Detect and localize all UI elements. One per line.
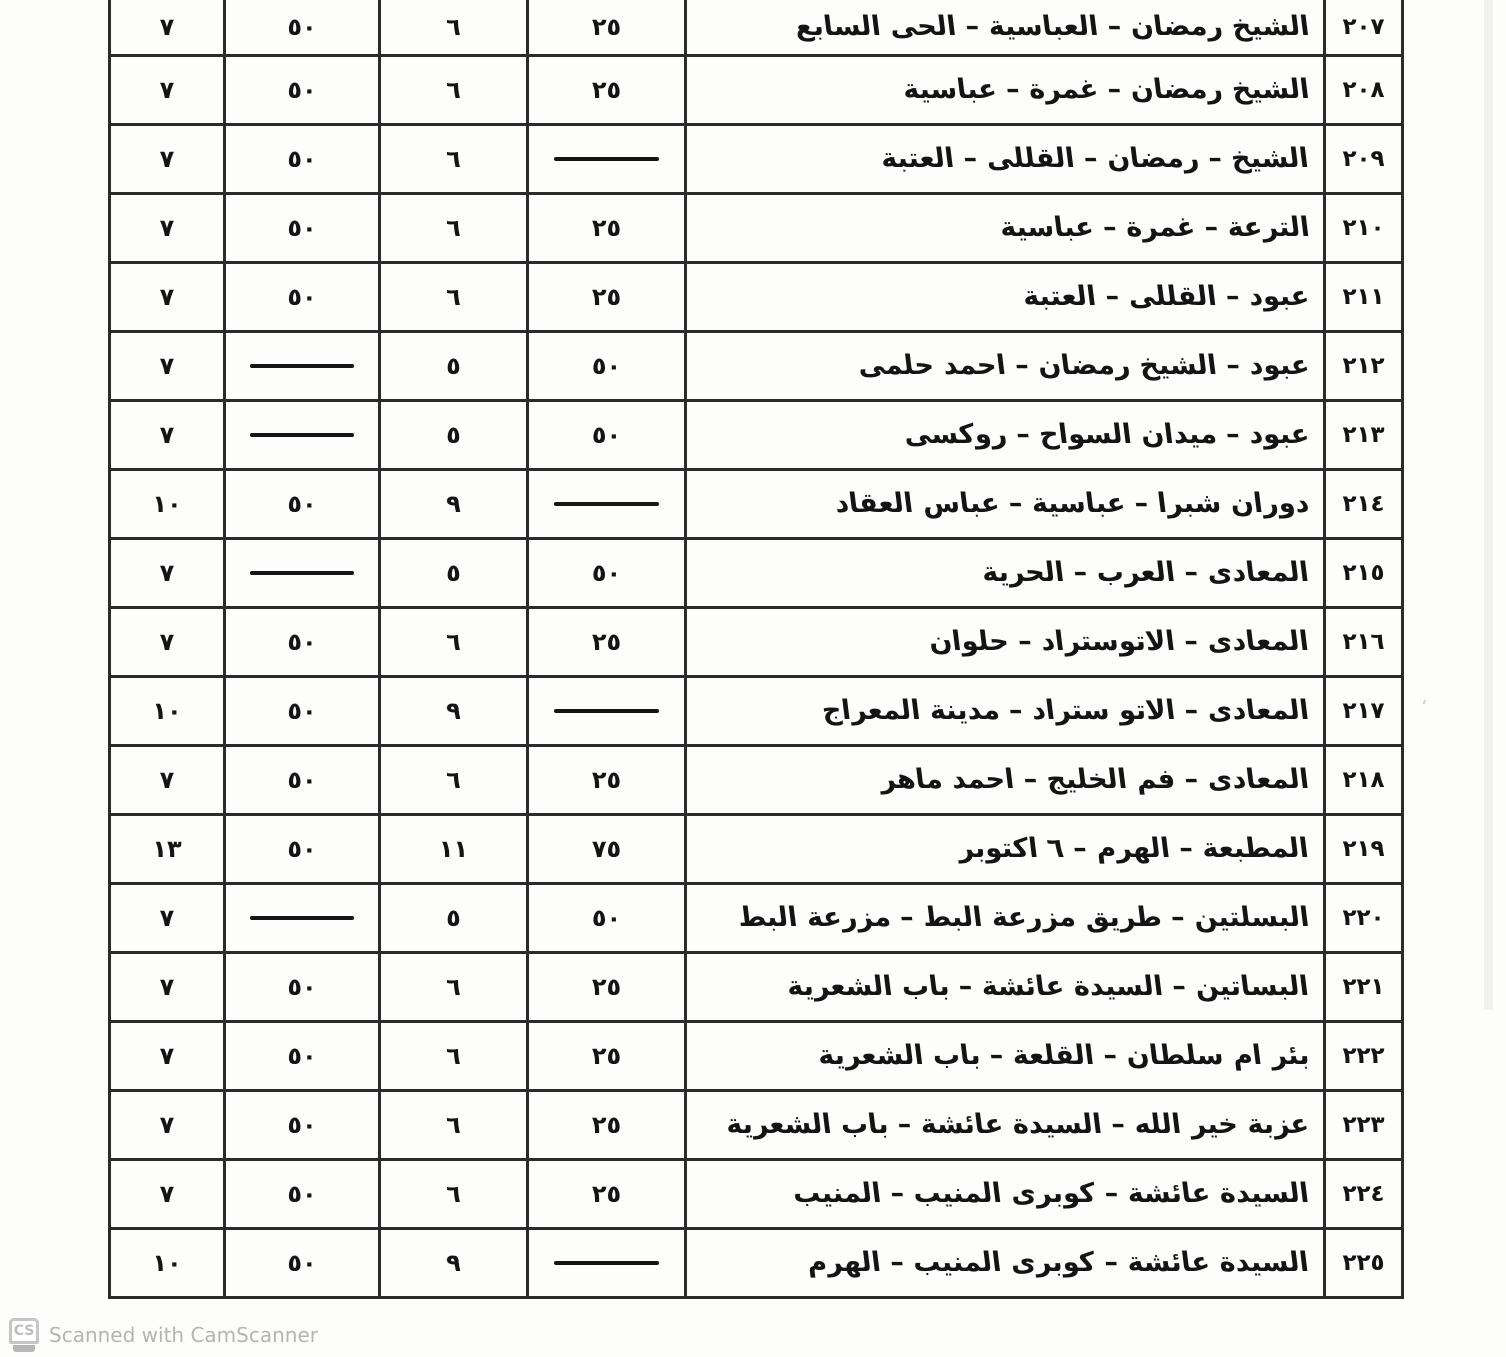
route-name: البسلتين – طريق مزرعة البط – مزرعة البط <box>735 902 1311 934</box>
table-row <box>111 57 1401 126</box>
fare-cell <box>226 540 381 606</box>
fare-cell: ٥ <box>381 402 529 468</box>
fare-cell: ٢٥ <box>529 1092 687 1158</box>
row-number: ٢٢٣ <box>1342 1112 1385 1138</box>
fare-cell: ٢٥ <box>529 264 687 330</box>
route-name: الترعة – غمرة – عباسية <box>997 212 1311 244</box>
fare-cell: ٥٠ <box>226 1092 381 1158</box>
table-row <box>111 678 1401 747</box>
table-row <box>111 816 1401 885</box>
table-row <box>111 195 1401 264</box>
row-number: ٢٢١ <box>1342 974 1385 1000</box>
table-row <box>111 609 1401 678</box>
route-name: دوران شبرا – عباسية – عباس العقاد <box>833 488 1311 520</box>
fare-cell: ٢٥ <box>529 1161 687 1227</box>
table-row <box>111 954 1401 1023</box>
table-row <box>111 747 1401 816</box>
fare-cell: ٦ <box>381 195 529 261</box>
route-cell <box>687 540 1326 606</box>
fare-cell: ٥٠ <box>226 747 381 813</box>
fare-cell <box>226 402 381 468</box>
row-number: ٢١٥ <box>1342 560 1385 586</box>
route-name: الشيخ رمضان – غمرة – عباسية <box>900 74 1311 106</box>
fare-cell: ٥٠ <box>226 1023 381 1089</box>
fare-cell: ٧ <box>111 333 226 399</box>
fare-cell: ٥٠ <box>529 333 687 399</box>
table-row <box>111 264 1401 333</box>
fare-cell: ٥ <box>381 885 529 951</box>
route-cell <box>687 195 1326 261</box>
fare-cell: ٥٠ <box>226 609 381 675</box>
table-row <box>111 540 1401 609</box>
route-name: السيدة عائشة – كوبرى المنيب – المنيب <box>791 1178 1311 1210</box>
table-row <box>111 885 1401 954</box>
fare-cell: ٢٥ <box>529 57 687 123</box>
table-row <box>111 126 1401 195</box>
fare-cell: ٥٠ <box>529 540 687 606</box>
dash-line <box>250 364 353 368</box>
fare-cell: ٥٠ <box>226 1161 381 1227</box>
route-name: عبود – الشيخ رمضان – احمد حلمى <box>855 350 1311 382</box>
row-number: ٢١٤ <box>1342 491 1385 517</box>
fare-cell: ٧ <box>111 885 226 951</box>
fare-cell: ٥٠ <box>226 816 381 882</box>
route-cell <box>687 264 1326 330</box>
route-cell <box>687 126 1326 192</box>
route-name: الشيخ رمضان – العباسية – الحى السابع <box>792 11 1311 43</box>
fare-cell: ٥٠ <box>226 195 381 261</box>
fare-cell <box>529 471 687 537</box>
route-cell <box>687 954 1326 1020</box>
fare-cell <box>529 1230 687 1296</box>
fare-cell: ٧ <box>111 540 226 606</box>
dash-line <box>250 916 353 920</box>
row-number: ٢٢٥ <box>1342 1250 1385 1276</box>
fare-cell: ٥٠ <box>529 402 687 468</box>
fare-cell: ٦ <box>381 264 529 330</box>
row-number: ٢٢٤ <box>1342 1181 1385 1207</box>
fare-cell: ٥٠ <box>226 57 381 123</box>
fare-cell: ٦ <box>381 1161 529 1227</box>
row-number: ٢١٨ <box>1342 767 1385 793</box>
route-name: عزبة خير الله – السيدة عائشة – باب الشعرية <box>724 1109 1311 1141</box>
fare-cell: ٥ <box>381 540 529 606</box>
fare-cell <box>226 885 381 951</box>
route-cell <box>687 402 1326 468</box>
fare-cell: ١٠ <box>111 678 226 744</box>
fare-cell: ٧ <box>111 126 226 192</box>
row-number: ٢٠٨ <box>1342 77 1385 103</box>
route-cell <box>687 1161 1326 1227</box>
table-row <box>111 1230 1401 1299</box>
fare-cell: ٧ <box>111 195 226 261</box>
camscanner-watermark <box>9 1318 318 1352</box>
fare-cell: ٦ <box>381 0 529 54</box>
route-name: البساتين – السيدة عائشة – باب الشعرية <box>785 971 1311 1003</box>
fare-cell: ٥٠ <box>226 678 381 744</box>
fare-cell: ٩ <box>381 1230 529 1296</box>
table-row <box>111 1161 1401 1230</box>
fare-cell: ٢٥ <box>529 1023 687 1089</box>
table-row <box>111 0 1401 57</box>
fare-cell: ٦ <box>381 1092 529 1158</box>
fare-cell: ٥٠ <box>226 126 381 192</box>
fare-cell: ٦ <box>381 747 529 813</box>
dash-line <box>554 157 659 161</box>
table-row <box>111 1023 1401 1092</box>
route-name: عبود – ميدان السواح – روكسى <box>901 419 1311 451</box>
route-name: بئر ام سلطان – القلعة – باب الشعرية <box>815 1040 1311 1072</box>
fare-cell: ٢٥ <box>529 195 687 261</box>
route-name: عبود – القللى – العتبة <box>1020 281 1311 313</box>
fare-cell: ٦ <box>381 126 529 192</box>
route-table-body <box>111 0 1401 1299</box>
watermark-text: Scanned with CamScanner <box>49 1323 318 1347</box>
fare-cell: ٢٥ <box>529 747 687 813</box>
fare-cell: ٥٠ <box>226 471 381 537</box>
fare-cell: ٧ <box>111 1161 226 1227</box>
row-number: ٢١١ <box>1342 284 1385 310</box>
route-cell <box>687 816 1326 882</box>
route-cell <box>687 333 1326 399</box>
table-row <box>111 1092 1401 1161</box>
row-number: ٢١٦ <box>1342 629 1385 655</box>
route-name: المعادى – الاتو ستراد – مدينة المعراج <box>820 695 1311 727</box>
dash-line <box>554 709 659 713</box>
fare-cell: ٥ <box>381 333 529 399</box>
route-cell <box>687 1230 1326 1296</box>
row-number: ٢٢٢ <box>1342 1043 1385 1069</box>
fare-cell: ٩ <box>381 678 529 744</box>
scan-artifact-mark: ، <box>1419 687 1430 710</box>
dash-line <box>250 571 353 575</box>
table-row <box>111 333 1401 402</box>
fare-cell <box>226 333 381 399</box>
fare-cell: ٧ <box>111 0 226 54</box>
fare-cell: ٧ <box>111 954 226 1020</box>
route-name: الشيخ – رمضان – القللى – العتبة <box>879 143 1311 175</box>
fare-cell <box>529 126 687 192</box>
row-number: ٢٢٠ <box>1342 905 1385 931</box>
fare-cell: ٩ <box>381 471 529 537</box>
fare-cell: ٧ <box>111 402 226 468</box>
route-cell <box>687 885 1326 951</box>
fare-cell: ٧ <box>111 609 226 675</box>
fare-cell: ٧ <box>111 1023 226 1089</box>
fare-cell: ٦ <box>381 57 529 123</box>
fare-cell: ٦ <box>381 1023 529 1089</box>
fare-cell: ٧ <box>111 57 226 123</box>
route-cell <box>687 747 1326 813</box>
fare-cell: ٢٥ <box>529 609 687 675</box>
fare-cell: ٧ <box>111 747 226 813</box>
route-cell <box>687 1092 1326 1158</box>
route-cell <box>687 609 1326 675</box>
route-cell <box>687 57 1326 123</box>
cs-logo-letters: CS <box>9 1318 39 1344</box>
fare-cell: ٢٥ <box>529 0 687 54</box>
fare-cell: ١١ <box>381 816 529 882</box>
fare-cell: ١٣ <box>111 816 226 882</box>
route-table <box>108 0 1404 1299</box>
scan-edge-shadow <box>1484 0 1493 1010</box>
fare-cell: ٧ <box>111 1092 226 1158</box>
route-name: المطبعة – الهرم – ٦ اكتوبر <box>956 833 1311 865</box>
route-name: المعادى – الاتوستراد – حلوان <box>927 626 1311 658</box>
fare-cell: ٥٠ <box>226 264 381 330</box>
fare-cell: ٦ <box>381 954 529 1020</box>
route-name: المعادى – العرب – الحرية <box>980 557 1311 589</box>
row-number: ٢١٩ <box>1342 836 1385 862</box>
fare-cell: ٢٥ <box>529 954 687 1020</box>
route-name: السيدة عائشة – كوبرى المنيب – الهرم <box>805 1247 1311 1279</box>
fare-cell: ٥٠ <box>226 1230 381 1296</box>
route-name: المعادى – فم الخليج – احمد ماهر <box>878 764 1311 796</box>
dash-line <box>554 502 659 506</box>
table-row <box>111 471 1401 540</box>
fare-cell: ٧ <box>111 264 226 330</box>
fare-cell: ٦ <box>381 609 529 675</box>
fare-cell: ٥٠ <box>529 885 687 951</box>
fare-cell: ١٠ <box>111 1230 226 1296</box>
table-row <box>111 402 1401 471</box>
fare-cell: ٥٠ <box>226 954 381 1020</box>
dash-line <box>250 433 353 437</box>
cs-logo-base <box>13 1345 35 1352</box>
dash-line <box>554 1261 659 1265</box>
row-number: ٢١٠ <box>1342 215 1385 241</box>
route-cell <box>687 471 1326 537</box>
fare-cell: ١٠ <box>111 471 226 537</box>
fare-cell: ٧٥ <box>529 816 687 882</box>
route-cell <box>687 0 1326 54</box>
route-cell <box>687 1023 1326 1089</box>
row-number: ٢٠٧ <box>1342 14 1385 40</box>
row-number: ٢١٢ <box>1342 353 1385 379</box>
row-number: ٢١٧ <box>1342 698 1385 724</box>
camscanner-logo-icon <box>9 1318 39 1352</box>
route-cell <box>687 678 1326 744</box>
fare-cell <box>529 678 687 744</box>
row-number: ٢١٣ <box>1342 422 1385 448</box>
row-number: ٢٠٩ <box>1342 146 1385 172</box>
fare-cell: ٥٠ <box>226 0 381 54</box>
